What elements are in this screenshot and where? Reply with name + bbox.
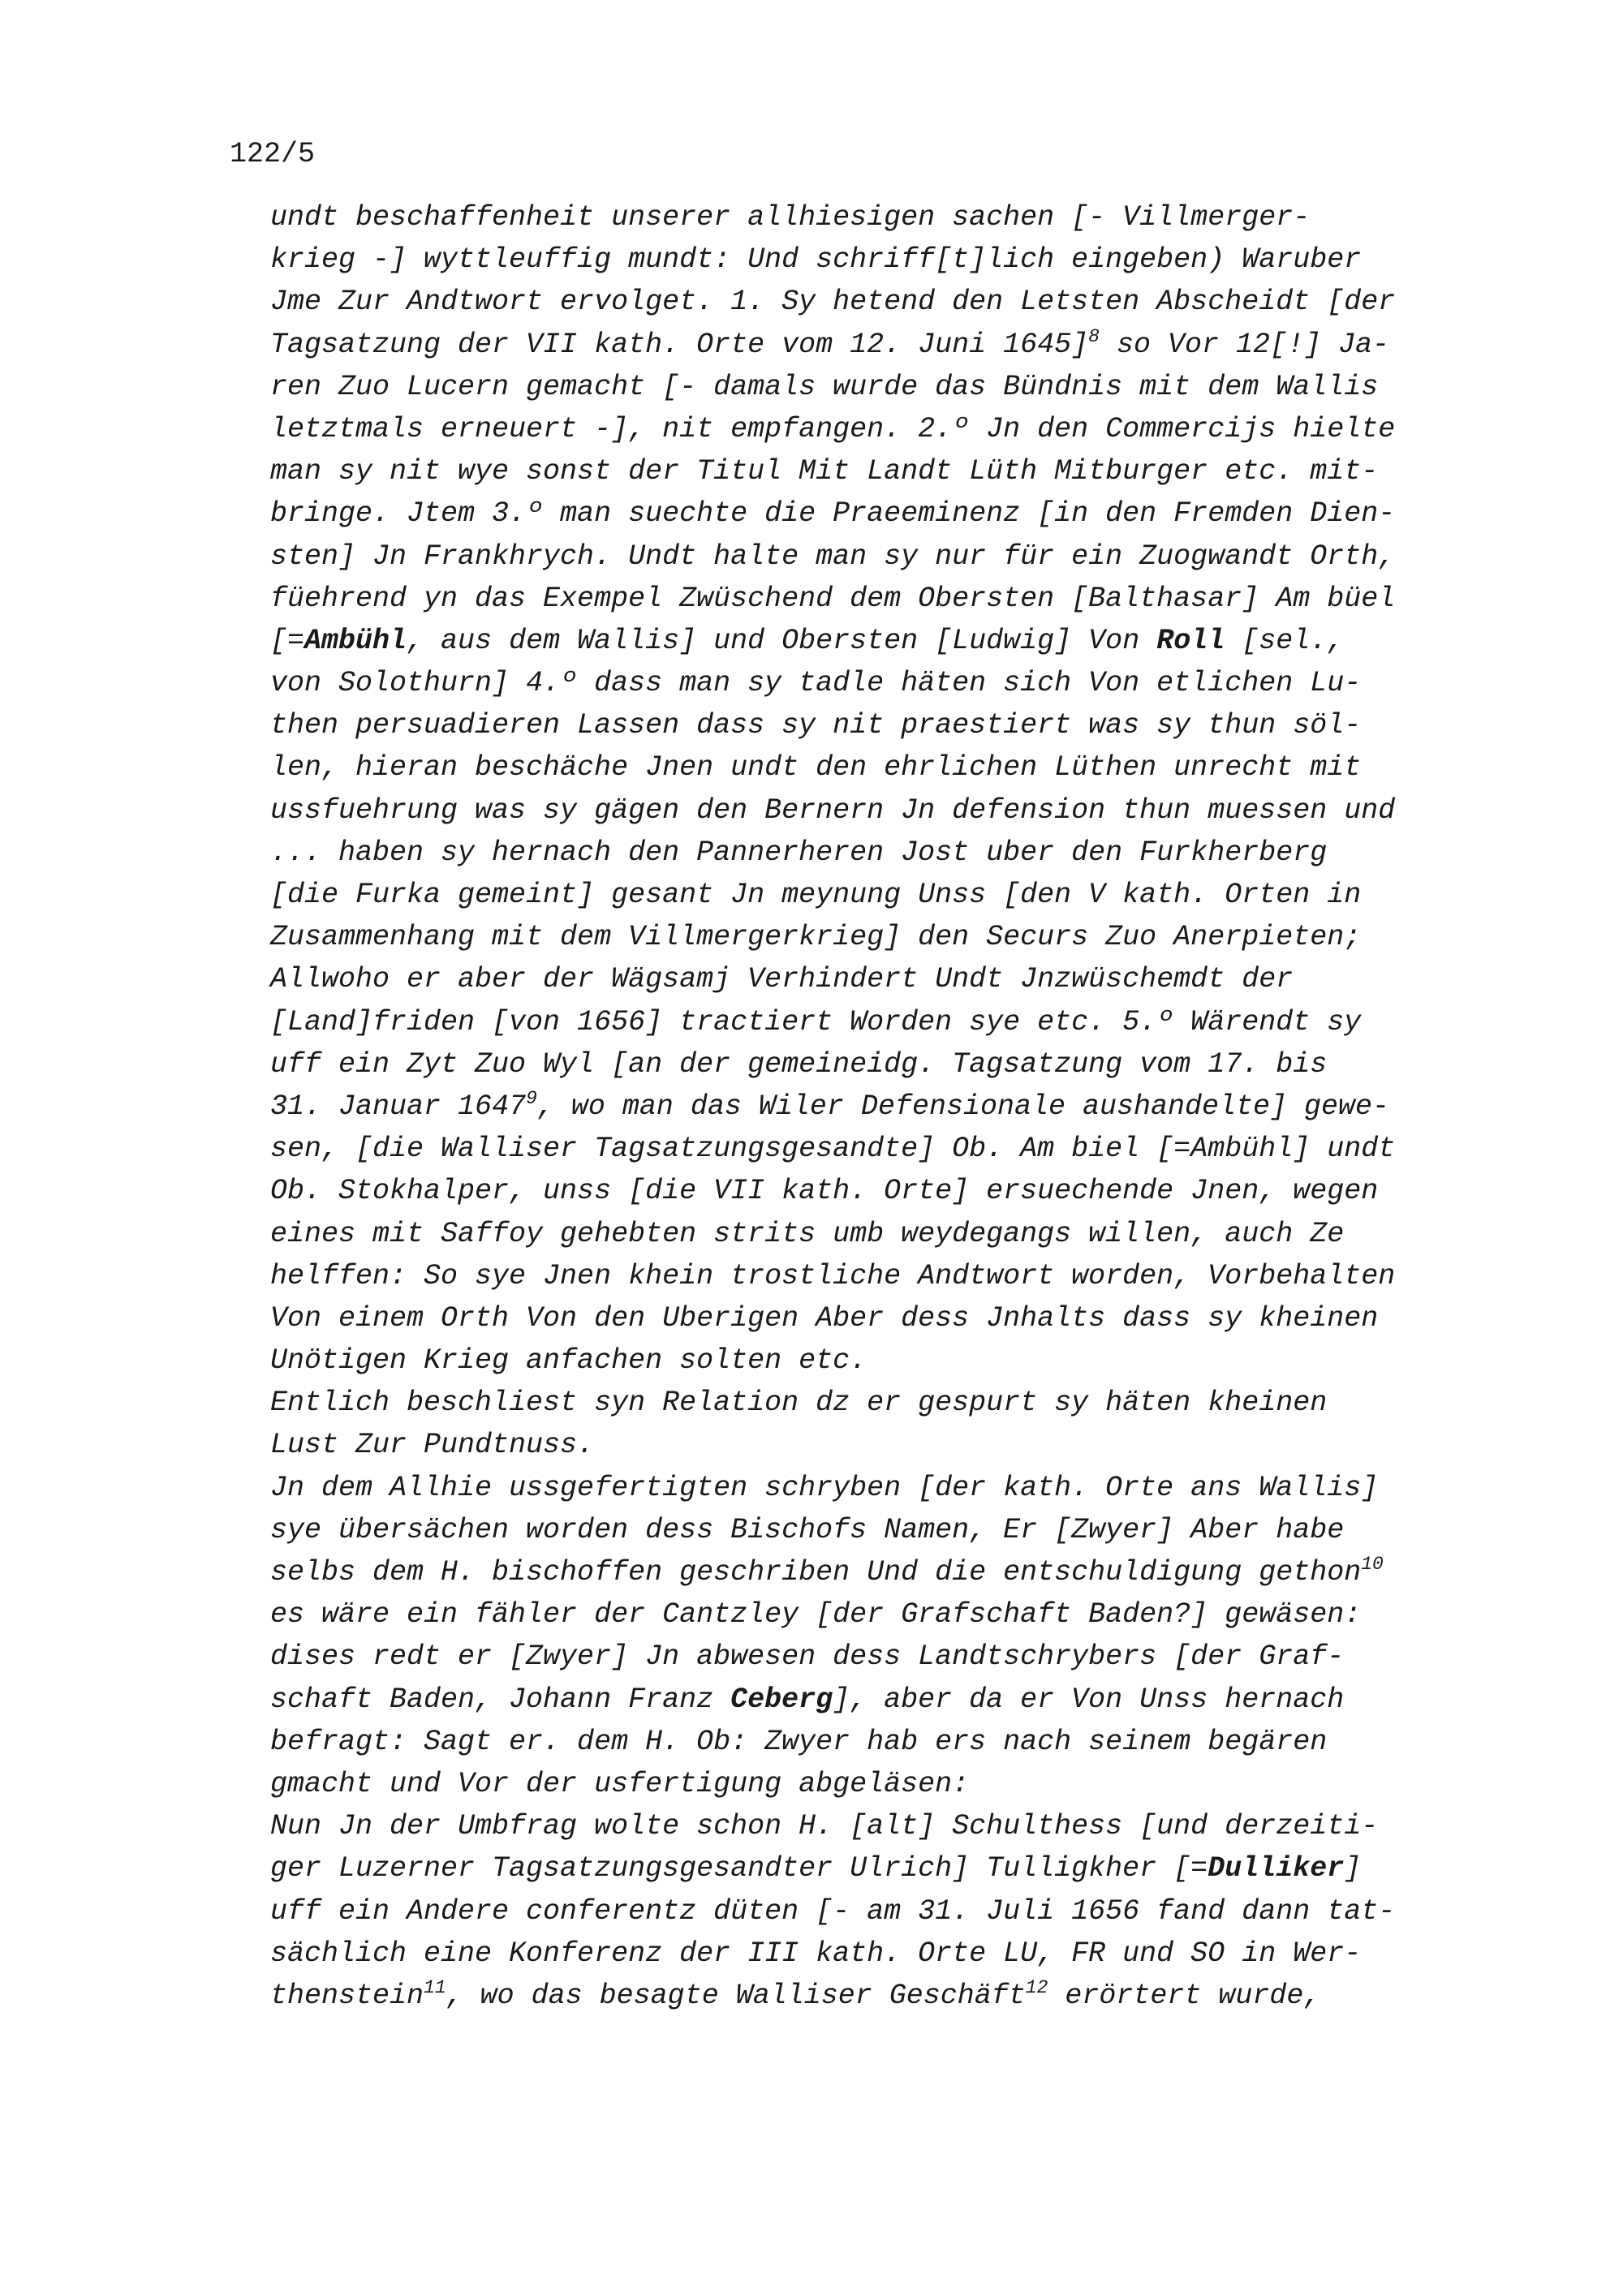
footnote-marker: 10 xyxy=(1361,1554,1384,1575)
text-segment: then persuadieren Lassen dass sy nit praestiert was sy thun söl- xyxy=(270,709,1362,742)
text-segment: Nun Jn der Umbfrag wolte schon H. [alt] Schulthess [und derzeiti- xyxy=(270,1810,1379,1843)
text-segment: erörtert wurde, xyxy=(1048,1979,1321,2012)
text-segment: Unötigen Krieg anfachen solten etc. xyxy=(270,1344,867,1378)
text-segment: [= xyxy=(270,624,305,657)
text-segment: Jn dem Allhie ussgefertigten schryben [der kath. Orte ans Wallis] xyxy=(270,1471,1379,1504)
text-line xyxy=(270,1805,1487,1847)
text-line xyxy=(270,1551,1487,1593)
text-segment: bringe. Jtem 3.º man suechte die Praeeminenz [in den Fremden Dien- xyxy=(270,497,1396,531)
text-line xyxy=(270,1043,1487,1086)
text-segment: sten] Jn Frankhrych. Undt halte man sy nur für ein Zuogwandt Orth, xyxy=(270,540,1396,573)
text-segment: gmacht und Vor der usfertigung abgeläsen: xyxy=(270,1767,970,1800)
text-line xyxy=(270,408,1487,450)
text-segment: letztmals erneuert -], nit empfangen. 2.º Jn den Commercijs hielte xyxy=(270,412,1396,445)
text-line xyxy=(270,1086,1487,1128)
text-segment: thenstein xyxy=(270,1979,424,2012)
text-line xyxy=(270,1721,1487,1763)
text-line xyxy=(270,1424,1487,1466)
text-line xyxy=(270,662,1487,704)
text-segment: ... haben sy hernach den Pannerheren Jost uber den Furkherberg xyxy=(270,836,1328,869)
text-segment: man sy nit wye sonst der Titul Mit Landt Lüth Mitburger etc. mit- xyxy=(270,455,1379,488)
bold-name: Ambühl xyxy=(304,624,407,657)
text-segment: Von einem Orth Von den Uberigen Aber dess Jnhalts dass sy kheinen xyxy=(270,1301,1379,1335)
text-line xyxy=(270,1128,1487,1170)
text-line xyxy=(270,1170,1487,1212)
text-line xyxy=(270,874,1487,916)
text-line xyxy=(270,492,1487,535)
text-line xyxy=(270,324,1487,366)
footnote-marker: 8 xyxy=(1088,325,1100,347)
text-segment: uff ein Andere conferentz düten [- am 31. Juli 1656 fand dann tat- xyxy=(270,1894,1396,1928)
text-segment: ], aber da er Von Unss hernach xyxy=(833,1683,1345,1716)
page-number: 122/5 xyxy=(230,138,316,170)
text-segment: Allwoho er aber der Wägsamj Verhindert Undt Jnzwüschemdt der xyxy=(270,963,1294,996)
footnote-marker: 11 xyxy=(424,1976,446,1998)
text-line xyxy=(270,832,1487,874)
text-segment: so Vor 12[!] Ja- xyxy=(1099,328,1390,361)
text-line xyxy=(270,1509,1487,1551)
text-segment: , wo man das Wiler Defensionale aushandelte] gewe- xyxy=(536,1090,1390,1123)
text-line xyxy=(270,1001,1487,1043)
text-line xyxy=(270,1467,1487,1509)
text-line xyxy=(270,1636,1487,1678)
text-segment: len, hieran beschäche Jnen undt den ehrlichen Lüthen unrecht mit xyxy=(270,751,1362,785)
text-line xyxy=(270,578,1487,620)
text-segment: , wo das besagte Walliser Geschäft xyxy=(446,1979,1026,2012)
text-segment: helffen: So sye Jnen khein trostliche Andtwort worden, Vorbehalten xyxy=(270,1259,1396,1292)
text-line xyxy=(270,1213,1487,1255)
document-body-text xyxy=(270,196,1487,2017)
text-line xyxy=(270,1679,1487,1721)
footnote-marker: 12 xyxy=(1025,1976,1048,1998)
text-segment: [sel., xyxy=(1225,624,1345,657)
text-line xyxy=(270,1933,1487,1975)
text-line xyxy=(270,366,1487,408)
text-segment: befragt: Sagt er. dem H. Ob: Zwyer hab ers nach seinem begären xyxy=(270,1725,1328,1758)
text-line xyxy=(270,1339,1487,1382)
text-segment: krieg -] wyttleuffig mundt: Und schriff[t]lich eingeben) Waruber xyxy=(270,243,1362,277)
text-line xyxy=(270,196,1487,239)
text-line xyxy=(270,1297,1487,1339)
text-line xyxy=(270,746,1487,789)
text-line xyxy=(270,1255,1487,1297)
text-segment: Lust Zur Pundtnuss. xyxy=(270,1429,595,1462)
text-line xyxy=(270,281,1487,323)
bold-name: Ceberg xyxy=(730,1683,833,1716)
text-segment: [die Furka gemeint] gesant Jn meynung Unss [den V kath. Orten in xyxy=(270,879,1362,911)
text-segment: Entlich beschliest syn Relation dz er gespurt sy häten kheinen xyxy=(270,1387,1328,1420)
text-segment: Zusammenhang mit dem Villmergerkrieg] den Securs Zuo Anerpieten; xyxy=(270,921,1362,954)
text-segment: füehrend yn das Exempel Zwüschend dem Obersten [Balthasar] Am büel xyxy=(270,582,1396,615)
text-line xyxy=(270,1763,1487,1805)
text-line xyxy=(270,620,1487,662)
text-segment: undt beschaffenheit unserer allhiesigen sachen [- Villmerger- xyxy=(270,201,1311,234)
text-line xyxy=(270,1593,1487,1636)
bold-name: Dulliker xyxy=(1208,1852,1345,1885)
text-segment: ] xyxy=(1344,1852,1362,1885)
text-line xyxy=(270,789,1487,832)
text-line xyxy=(270,1890,1487,1933)
text-segment: ren Zuo Lucern gemacht [- damals wurde das Bündnis mit dem Wallis xyxy=(270,370,1379,403)
text-segment: schaft Baden, Johann Franz xyxy=(270,1683,731,1716)
text-line xyxy=(270,1975,1487,2017)
text-segment: 31. Januar 1647 xyxy=(270,1090,527,1123)
text-segment: sen, [die Walliser Tagsatzungsgesandte] Ob. Am biel [=Ambühl] undt xyxy=(270,1133,1396,1166)
text-segment: von Solothurn] 4.º dass man sy tadle häten sich Von etlichen Lu- xyxy=(270,667,1362,700)
text-segment: uff ein Zyt Zuo Wyl [an der gemeineidg. Tagsatzung vom 17. bis xyxy=(270,1047,1328,1081)
bold-name: Roll xyxy=(1156,624,1225,657)
text-segment: dises redt er [Zwyer] Jn abwesen dess Landtschrybers [der Graf- xyxy=(270,1640,1345,1674)
text-segment: ger Luzerner Tagsatzungsgesandter Ulrich] Tulligkher [= xyxy=(270,1852,1208,1885)
footnote-marker: 9 xyxy=(526,1087,537,1109)
text-line xyxy=(270,958,1487,1000)
text-segment: Jme Zur Andtwort ervolget. 1. Sy hetend den Letsten Abscheidt [der xyxy=(270,286,1396,319)
text-segment: Tagsatzung der VII kath. Orte vom 12. Juni 1645] xyxy=(270,328,1089,361)
text-segment: [Land]friden [von 1656] tractiert Worden sye etc. 5.º Wärendt sy xyxy=(270,1005,1362,1038)
text-segment: eines mit Saffoy gehebten strits umb weydegangs willen, auch Ze xyxy=(270,1217,1345,1250)
text-line xyxy=(270,450,1487,492)
text-segment: selbs dem H. bischoffen geschriben Und die entschuldigung gethon xyxy=(270,1556,1362,1589)
text-segment: sächlich eine Konferenz der III kath. Orte LU, FR und SO in Wer- xyxy=(270,1937,1362,1970)
text-segment: Ob. Stokhalper, unss [die VII kath. Orte] ersuechende Jnen, wegen xyxy=(270,1175,1379,1208)
text-line xyxy=(270,1847,1487,1890)
text-segment: sye übersächen worden dess Bischofs Namen, Er [Zwyer] Aber habe xyxy=(270,1513,1345,1546)
text-line xyxy=(270,1382,1487,1424)
text-segment: es wäre ein fähler der Cantzley [der Grafschaft Baden?] gewäsen: xyxy=(270,1598,1362,1632)
text-line xyxy=(270,704,1487,746)
text-line xyxy=(270,535,1487,578)
text-line xyxy=(270,916,1487,958)
text-segment: ussfuehrung was sy gägen den Bernern Jn defension thun muessen und xyxy=(270,793,1396,827)
text-line xyxy=(270,239,1487,281)
text-segment: , aus dem Wallis] und Obersten [Ludwig] Von xyxy=(407,624,1157,657)
